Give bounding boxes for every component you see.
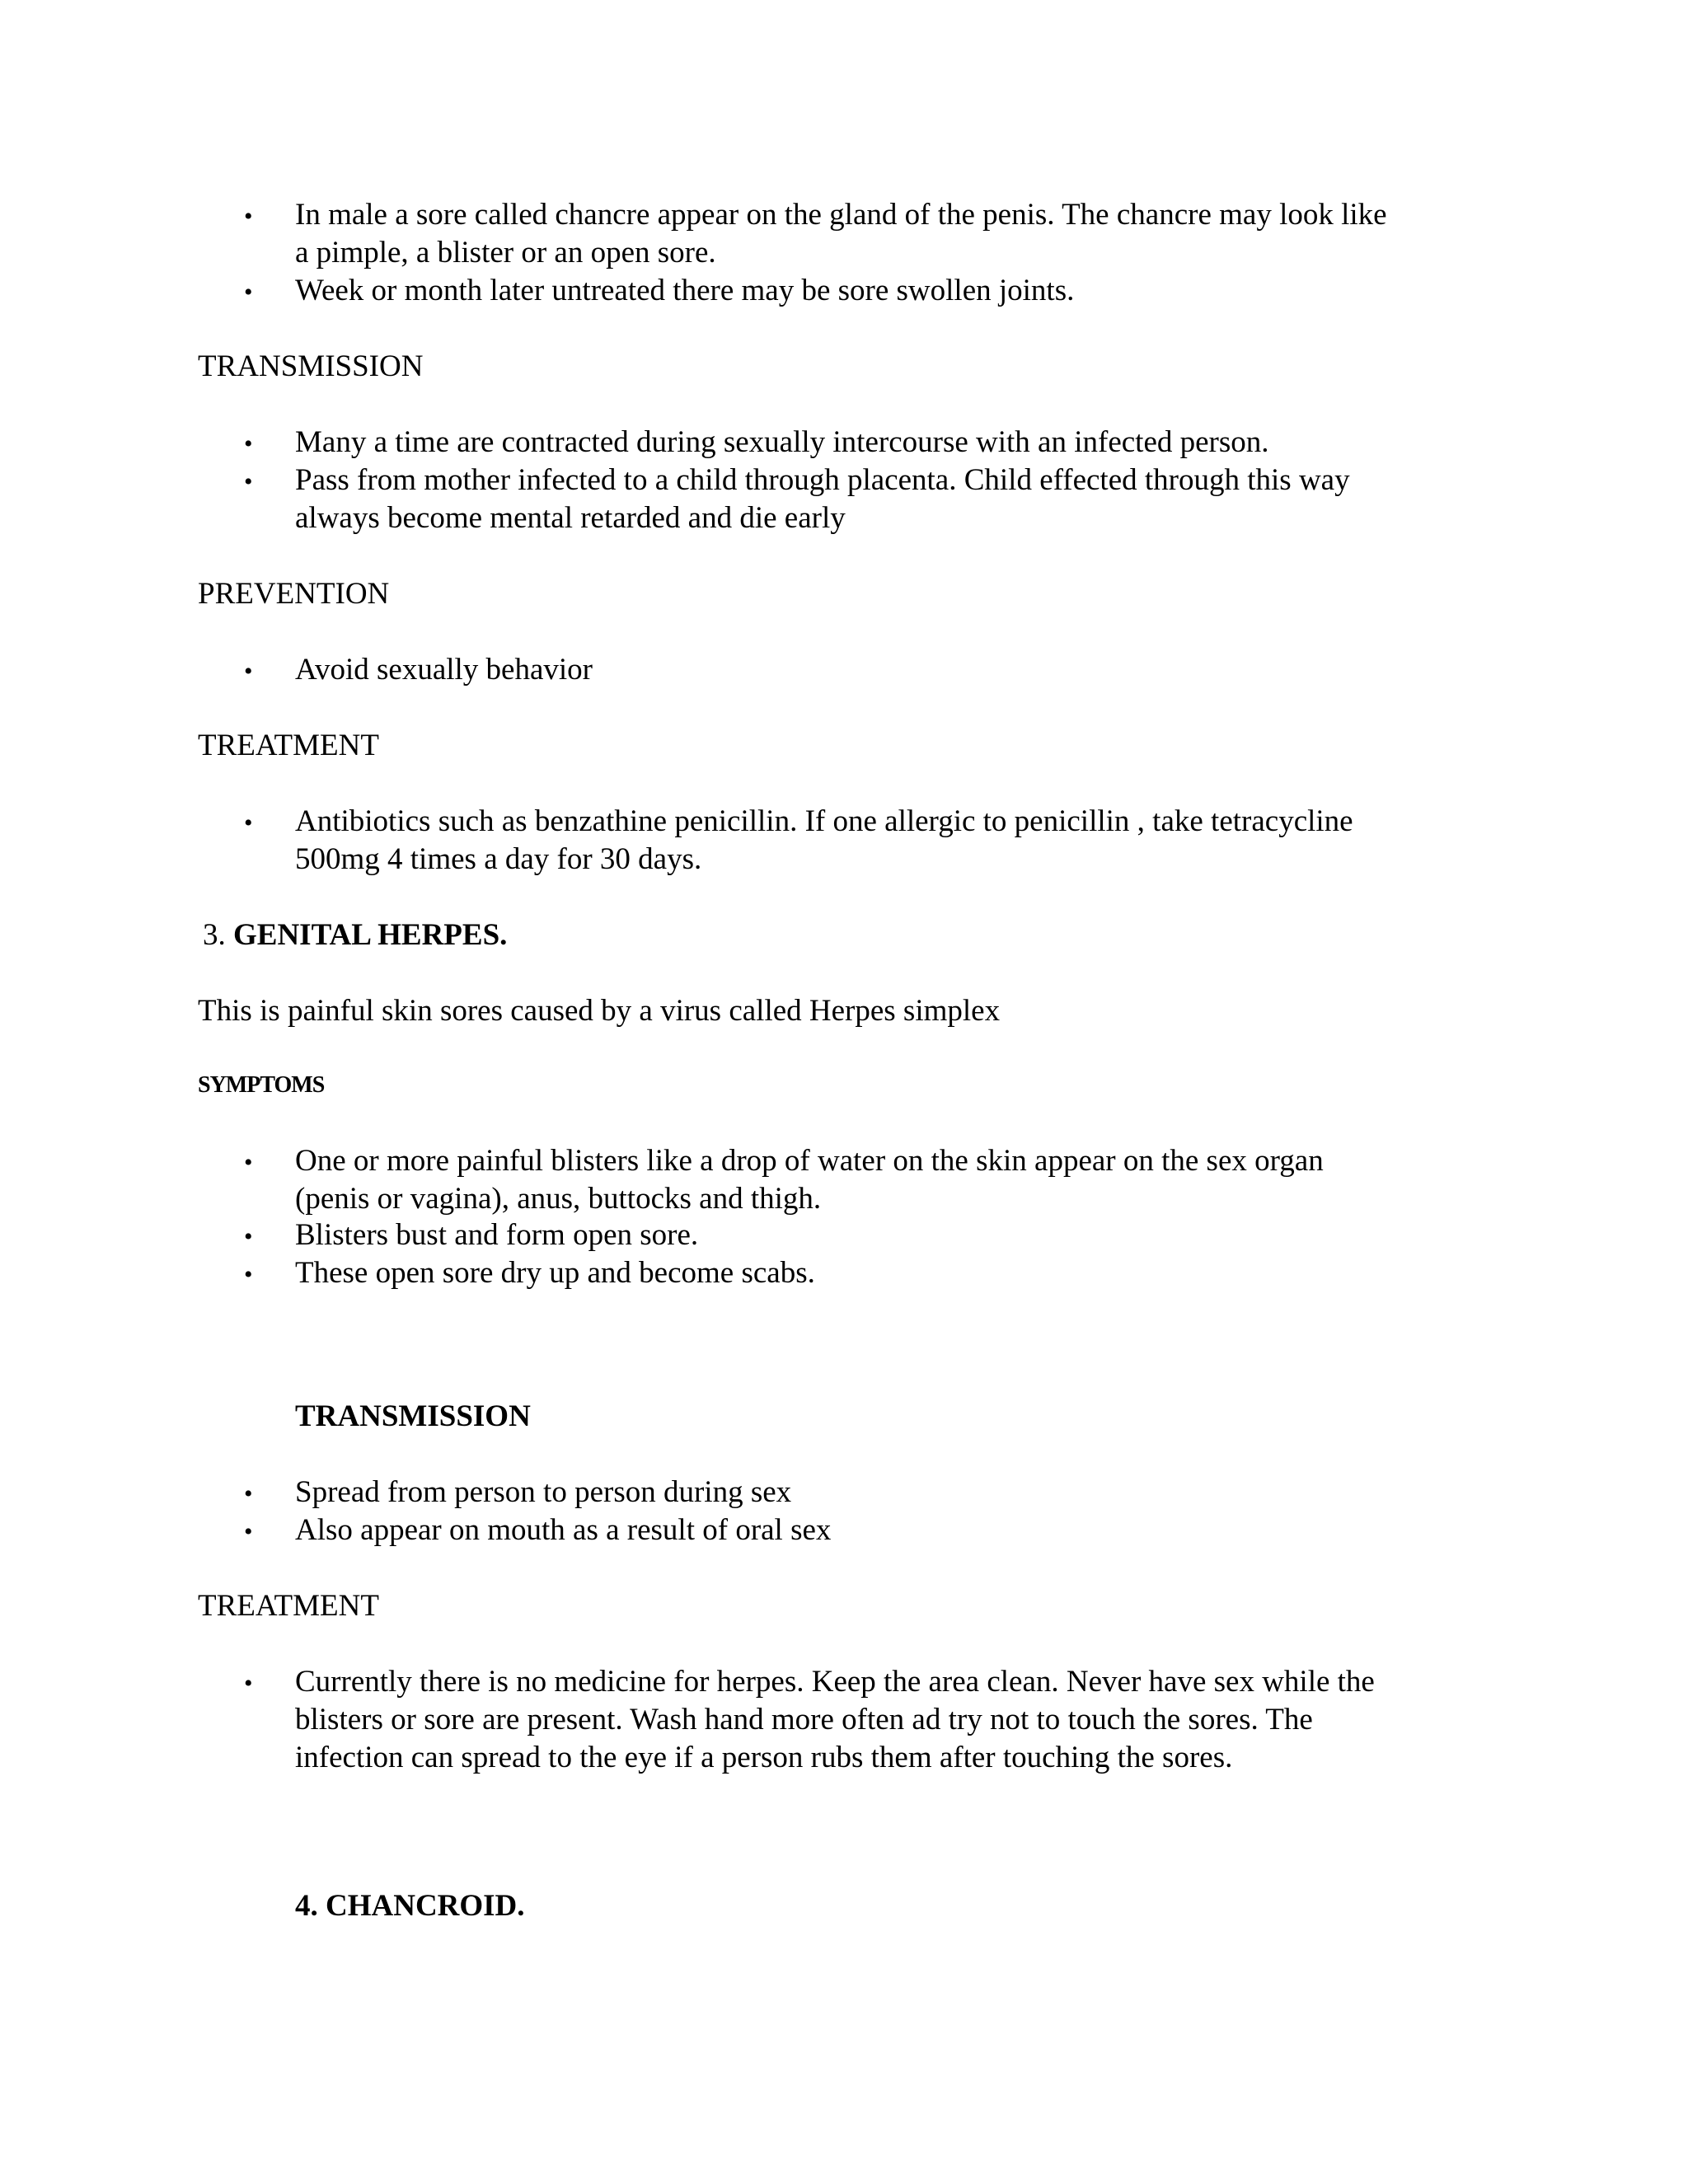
bullet-text: Pass from mother infected to a child through placenta. Child effected through this way bbox=[295, 463, 1350, 497]
bullet-text: Antibiotics such as benzathine penicillin. If one allergic to penicillin , take tetracycline bbox=[295, 804, 1353, 838]
bullet-marker: • bbox=[244, 468, 253, 495]
bullet-marker: • bbox=[244, 658, 253, 685]
section-heading-transmission: TRANSMISSION bbox=[198, 349, 424, 383]
bullet-marker: • bbox=[244, 1670, 253, 1697]
bullet-text: Also appear on mouth as a result of oral sex bbox=[295, 1513, 832, 1547]
bullet-text: blisters or sore are present. Wash hand more often ad try not to touch the sores. The bbox=[295, 1703, 1313, 1736]
bullet-marker: • bbox=[244, 279, 253, 306]
bullet-marker: • bbox=[244, 1223, 253, 1250]
section-title-chancroid: 4. CHANCROID. bbox=[295, 1889, 525, 1923]
section-heading-transmission: TRANSMISSION bbox=[295, 1399, 531, 1433]
bullet-text: Many a time are contracted during sexually intercourse with an infected person. bbox=[295, 425, 1269, 459]
section-number: 3. bbox=[203, 918, 226, 952]
bullet-text: In male a sore called chancre appear on the gland of the penis. The chancre may look like bbox=[295, 198, 1387, 232]
section-title-genital-herpes bbox=[203, 916, 507, 954]
bullet-text: One or more painful blisters like a drop of water on the skin appear on the sex organ bbox=[295, 1144, 1324, 1178]
section-heading-treatment: TREATMENT bbox=[198, 1589, 379, 1623]
section-heading-prevention: PREVENTION bbox=[198, 577, 390, 611]
bullet-text: Spread from person to person during sex bbox=[295, 1475, 792, 1509]
bullet-text: (penis or vagina), anus, buttocks and thigh. bbox=[295, 1182, 822, 1216]
bullet-marker: • bbox=[244, 809, 253, 837]
section-heading-treatment: TREATMENT bbox=[198, 729, 379, 762]
bullet-text: Blisters bust and form open sore. bbox=[295, 1218, 699, 1252]
bullet-marker: • bbox=[244, 1149, 253, 1176]
bullet-marker: • bbox=[244, 1261, 253, 1288]
bullet-text: Week or month later untreated there may be sore swollen joints. bbox=[295, 274, 1075, 307]
bullet-text: infection can spread to the eye if a person rubs them after touching the sores. bbox=[295, 1741, 1233, 1774]
bullet-text: 500mg 4 times a day for 30 days. bbox=[295, 842, 702, 876]
bullet-text: always become mental retarded and die early bbox=[295, 501, 846, 535]
bullet-text: Currently there is no medicine for herpes. Keep the area clean. Never have sex while the bbox=[295, 1665, 1375, 1699]
bullet-text: a pimple, a blister or an open sore. bbox=[295, 236, 716, 269]
bullet-marker: • bbox=[244, 1480, 253, 1507]
bullet-marker: • bbox=[244, 1518, 253, 1545]
bullet-marker: • bbox=[244, 203, 253, 230]
bullet-text: Avoid sexually behavior bbox=[295, 653, 593, 687]
section-heading-symptoms: SYMPTOMS bbox=[198, 1072, 325, 1098]
bullet-marker: • bbox=[244, 430, 253, 457]
section-title-text: GENITAL HERPES. bbox=[233, 918, 508, 952]
section-intro: This is painful skin sores caused by a virus called Herpes simplex bbox=[198, 994, 1001, 1028]
bullet-text: These open sore dry up and become scabs. bbox=[295, 1256, 815, 1290]
